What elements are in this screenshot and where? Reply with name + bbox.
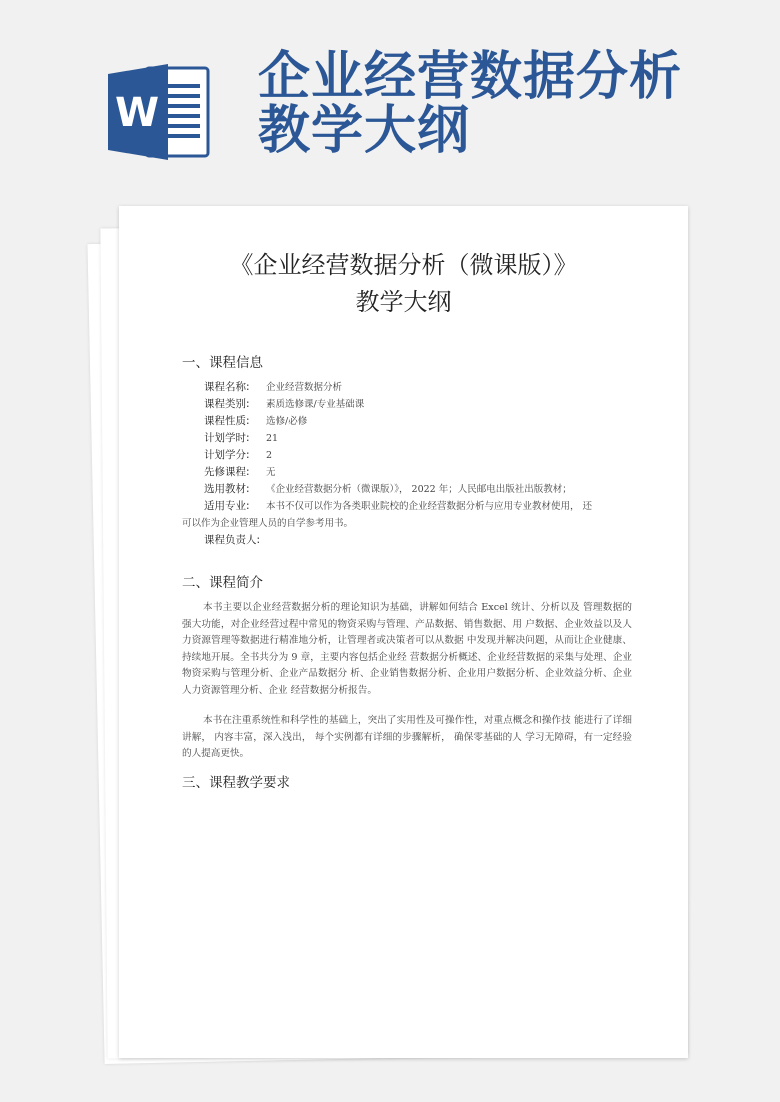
section-heading-course-info: 一、课程信息: [182, 355, 263, 371]
info-row-person-in-charge: [204, 532, 276, 548]
info-label: 选用教材:: [204, 483, 250, 495]
info-label: 课程负责人:: [204, 534, 261, 546]
info-row-course-nature: [204, 413, 307, 429]
info-row-planned-credits: [204, 447, 272, 463]
svg-text:W: W: [114, 90, 160, 136]
hero-title-line1: 企业经营数据分析: [258, 47, 683, 107]
document-subtitle: 教学大纲: [355, 288, 452, 316]
info-label: 计划学时:: [204, 432, 250, 444]
info-value: 素质选修课/专业基础课: [266, 399, 365, 410]
word-icon: [108, 62, 212, 162]
info-value: 21: [266, 433, 279, 444]
document-title: 《企业经营数据分析（微课版）》: [229, 251, 578, 279]
info-label: 课程名称:: [204, 381, 250, 393]
info-value: 2: [266, 450, 273, 461]
info-value: 企业经营数据分析: [266, 382, 343, 393]
info-row-applicable-majors: [204, 498, 592, 514]
info-row-planned-hours: [204, 430, 278, 446]
header-banner: [0, 0, 780, 200]
info-label: 课程性质:: [204, 415, 250, 427]
document-page: [119, 206, 688, 1058]
info-value: 《企业经营数据分析（微课版）》， 2022 年；人民邮电出版社出版教材；: [266, 484, 572, 495]
info-row-textbook: [204, 481, 572, 497]
info-value: 无: [266, 467, 276, 478]
info-row-course-name: [204, 379, 342, 395]
info-value: 可以作为企业管理人员的自学参考用书。: [182, 518, 354, 529]
hero-title: [258, 47, 683, 161]
intro-paragraph: 本书主要以企业经营数据分析的理论知识为基础，讲解如何结合 Excel 统计、分析以及 管理数据的强大功能，对企业经营过程中常见的物资采购与管理、产品数据、销售数据、用 户数据、企业效益以及人力资源管理等数据进行精准地分析，让管理者或决策者可以从数据 中发现并解决问题，从而让企业健康、持续地开展。全书共分为 9 章，主要内容包括企业经 营数据分析概述、企业经营数据的采集与处理、企业物资采购与管理分析、企业产品数据分 析、企业销售数据分析、企业用户数据分析、企业效益分析、企业人力资源管理分析、企业 经营数据分析报告。: [182, 602, 632, 696]
info-row-course-category: [204, 396, 364, 412]
hero-title-line2: 教学大纲: [258, 101, 471, 161]
section-heading-course-intro: 二、课程简介: [182, 575, 263, 591]
intro-paragraph: 本书在注重系统性和科学性的基础上，突出了实用性及可操作性，对重点概念和操作技 能进行了详细讲解， 内容丰富，深入浅出， 每个实例都有详细的步骤解析， 确保零基础的人 学习无障碍，有一定经验的人提高更快。: [182, 715, 632, 760]
info-value: 本书不仅可以作为各类职业院校的企业经营数据分析与应用专业教材使用， 还: [266, 501, 593, 512]
info-row-prerequisites: [204, 464, 276, 480]
info-label: 适用专业:: [204, 500, 250, 512]
info-label: 计划学分:: [204, 449, 250, 461]
info-label: 先修课程:: [204, 466, 250, 478]
info-row-applicable-continued: [182, 515, 353, 531]
section-heading-teaching-requirements: 三、课程教学要求: [182, 775, 290, 791]
info-value: 选修/必修: [266, 416, 308, 427]
info-label: 课程类别:: [204, 398, 250, 410]
